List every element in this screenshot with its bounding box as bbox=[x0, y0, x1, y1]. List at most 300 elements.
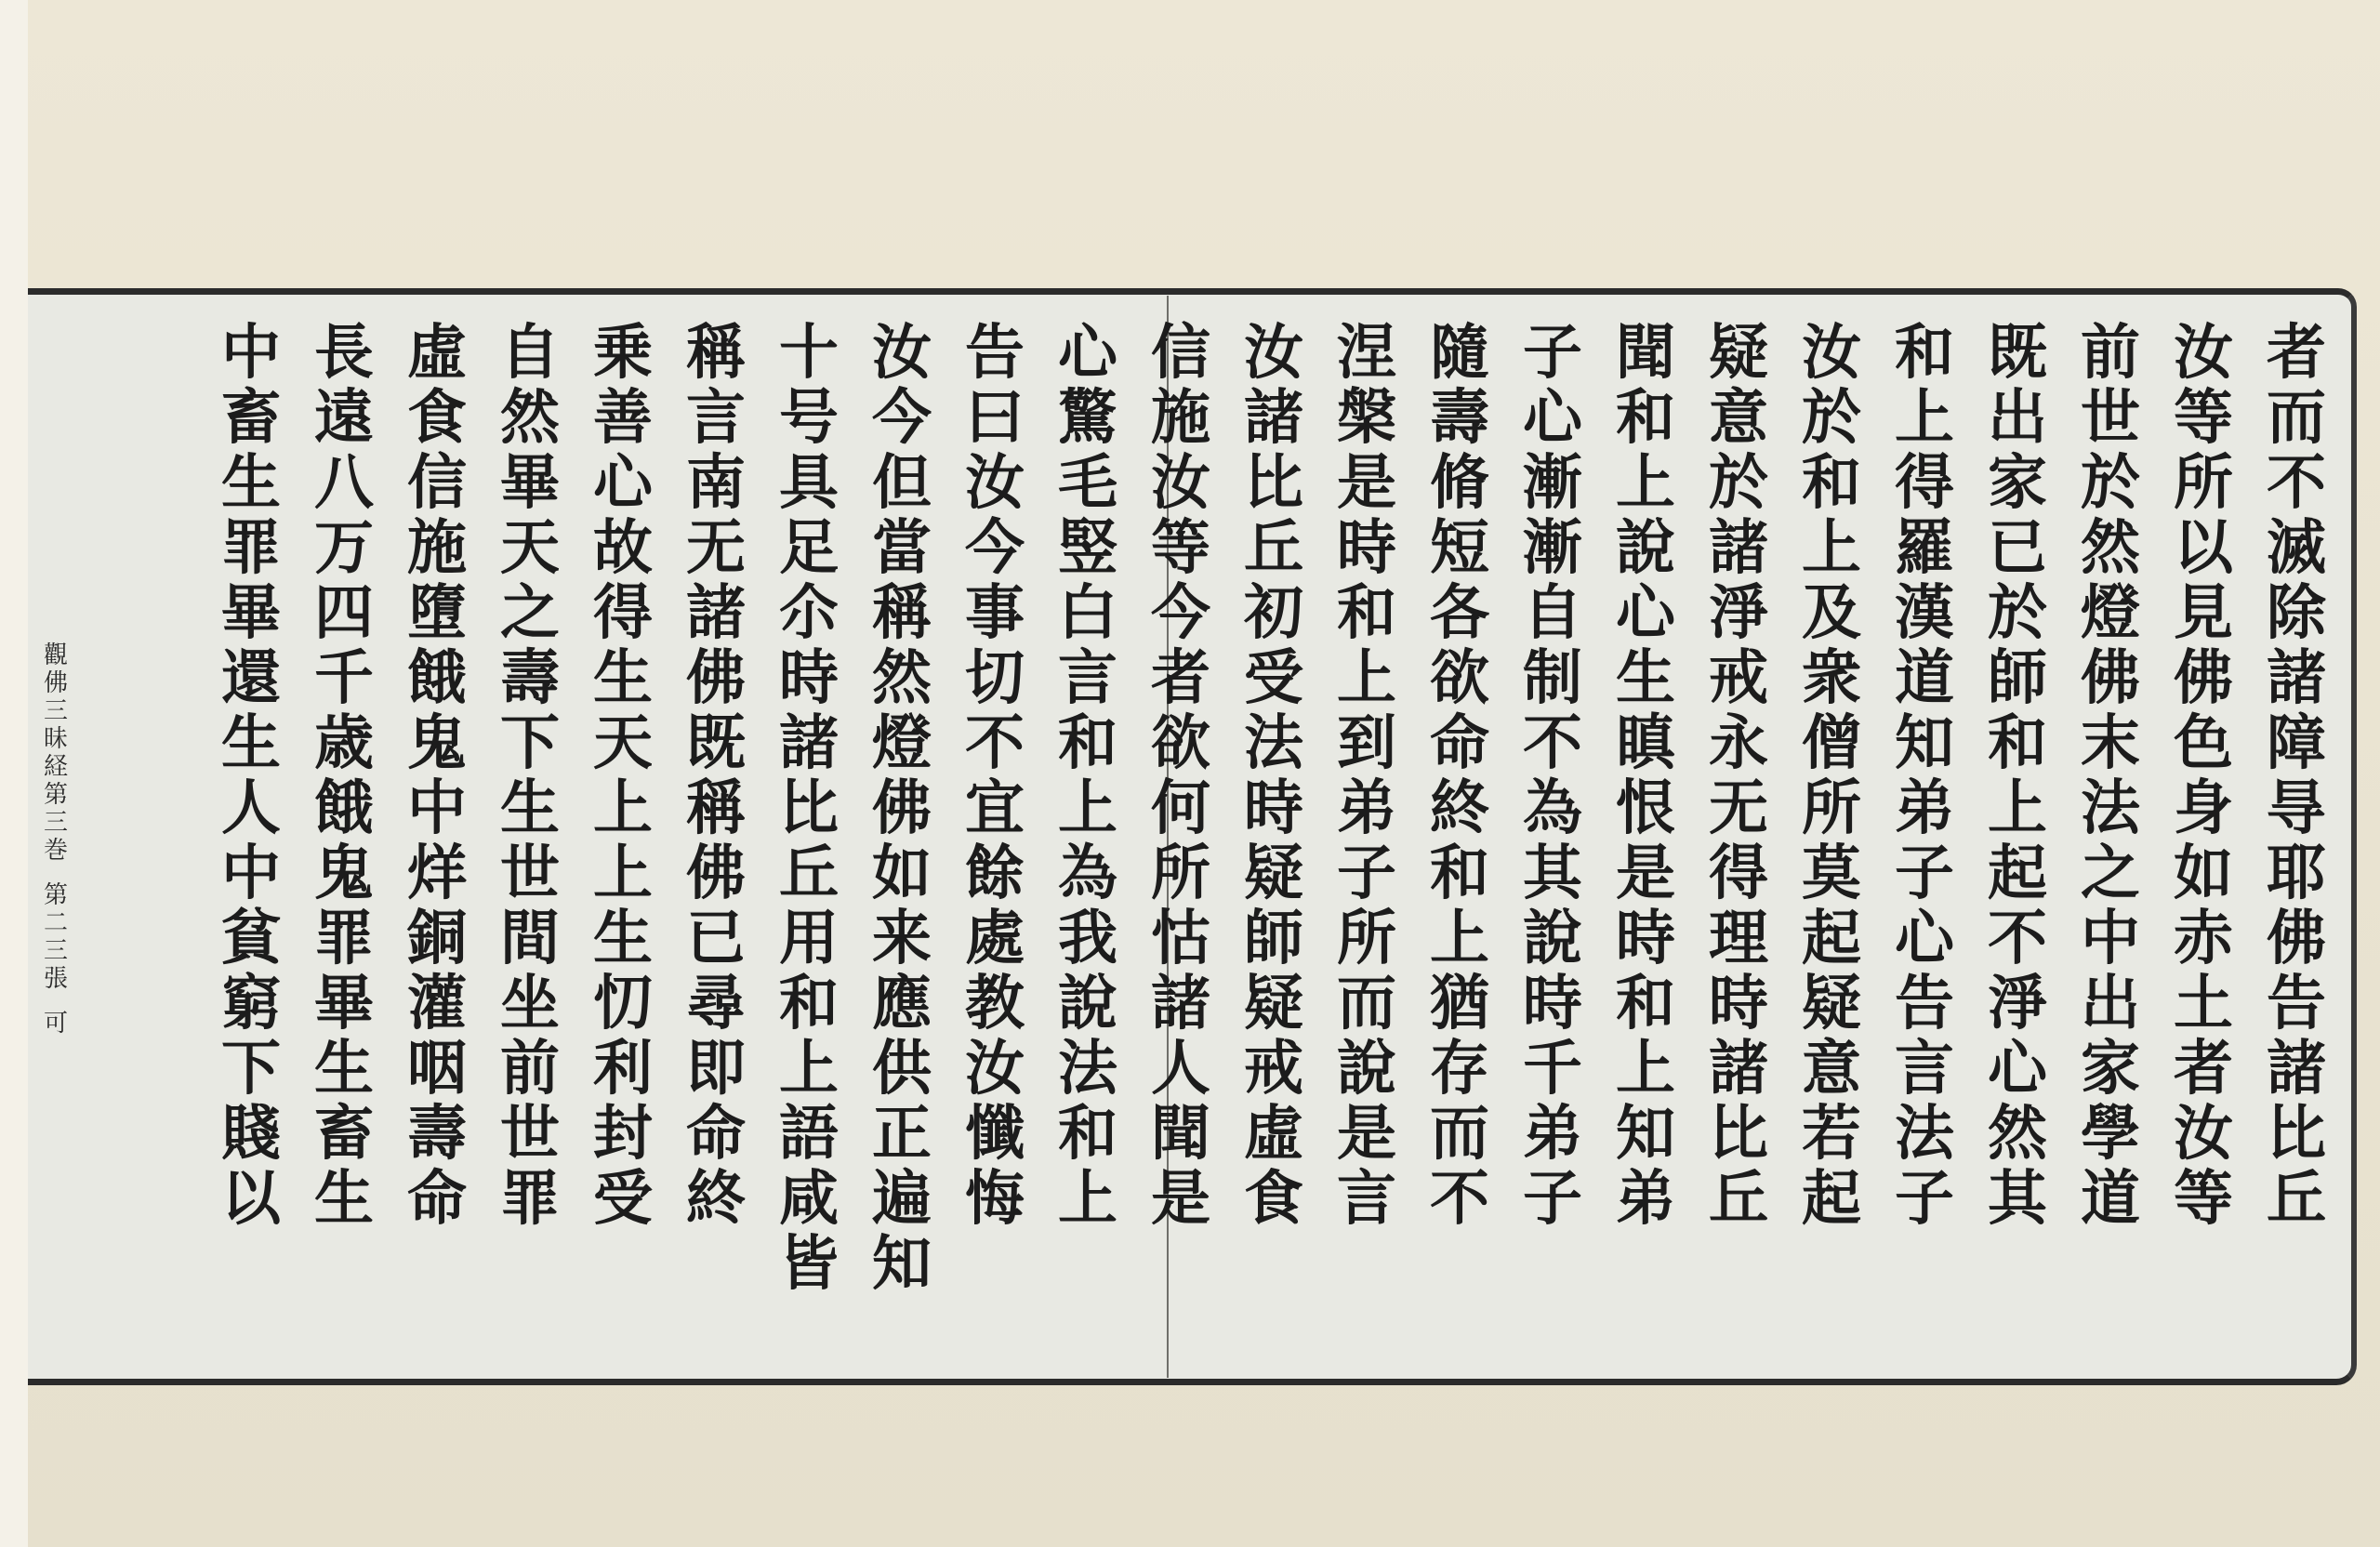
character: 知 bbox=[1895, 708, 1954, 778]
character: 汝 bbox=[1151, 448, 1210, 518]
character: 用 bbox=[779, 904, 839, 973]
character: 等 bbox=[1151, 513, 1210, 583]
character: 其 bbox=[1988, 1164, 2047, 1234]
text-column bbox=[205, 318, 298, 1234]
character: 人 bbox=[1151, 1034, 1210, 1104]
character: 是 bbox=[1337, 448, 1396, 518]
character: 施 bbox=[1151, 383, 1210, 453]
character: 時 bbox=[779, 643, 839, 713]
character: 到 bbox=[1337, 708, 1396, 778]
character: 経 bbox=[43, 753, 68, 781]
character: 諸 bbox=[686, 578, 746, 648]
character: 言 bbox=[1058, 643, 1117, 713]
character: 命 bbox=[407, 1164, 467, 1234]
character: 當 bbox=[872, 513, 932, 583]
character: 見 bbox=[2174, 578, 2233, 648]
character: 者 bbox=[2267, 318, 2326, 388]
character: 應 bbox=[872, 969, 932, 1038]
character: 汝 bbox=[1802, 318, 1861, 388]
character: 已 bbox=[686, 904, 746, 973]
text-column bbox=[1506, 318, 1599, 1234]
character: 不 bbox=[2267, 448, 2326, 518]
text-column bbox=[1134, 318, 1227, 1234]
character: 但 bbox=[872, 448, 932, 518]
character: 弟 bbox=[1523, 1099, 1582, 1169]
character: 不 bbox=[1430, 1164, 1489, 1234]
character: 既 bbox=[1988, 318, 2047, 388]
character: 為 bbox=[1058, 839, 1117, 908]
character: 和 bbox=[1430, 839, 1489, 908]
character: 畢 bbox=[500, 448, 560, 518]
character: 不 bbox=[1988, 904, 2047, 973]
character: 莫 bbox=[1802, 839, 1861, 908]
character: 生 bbox=[314, 1164, 374, 1234]
character: 終 bbox=[1430, 774, 1489, 843]
character: 畜 bbox=[314, 1099, 374, 1169]
character: 法 bbox=[1058, 1034, 1117, 1104]
character: 尒 bbox=[779, 578, 839, 648]
character: 告 bbox=[1895, 969, 1954, 1038]
character: 虛 bbox=[407, 318, 467, 388]
character: 僧 bbox=[1802, 708, 1861, 778]
character: 諸 bbox=[1244, 383, 1303, 453]
colophon-mark bbox=[44, 1010, 68, 1038]
character: 漢 bbox=[1895, 578, 1954, 648]
character: 上 bbox=[1988, 774, 2047, 843]
character: 烊 bbox=[407, 839, 467, 908]
character: 中 bbox=[221, 318, 281, 388]
text-column bbox=[2064, 318, 2157, 1234]
text-column bbox=[1692, 318, 1785, 1234]
character: 丘 bbox=[1244, 513, 1303, 583]
character: 言 bbox=[686, 383, 746, 453]
character: 得 bbox=[1709, 839, 1768, 908]
character: 而 bbox=[1337, 969, 1396, 1038]
character: 八 bbox=[314, 448, 374, 518]
character: 而 bbox=[2267, 383, 2326, 453]
character: 佛 bbox=[2267, 904, 2326, 973]
character: 和 bbox=[1802, 448, 1861, 518]
character: 疑 bbox=[1244, 839, 1303, 908]
character: 利 bbox=[593, 1034, 653, 1104]
character: 汝 bbox=[872, 318, 932, 388]
character: 餓 bbox=[314, 774, 374, 843]
character: 曰 bbox=[965, 383, 1025, 453]
character: 心 bbox=[1523, 383, 1582, 453]
character: 生 bbox=[1616, 643, 1675, 713]
character: 和 bbox=[1058, 1099, 1117, 1169]
character: 今 bbox=[965, 513, 1025, 583]
character: 心 bbox=[1616, 578, 1675, 648]
character: 遠 bbox=[314, 383, 374, 453]
character: 教 bbox=[965, 969, 1025, 1038]
character: 土 bbox=[2174, 969, 2233, 1038]
character: 諸 bbox=[779, 708, 839, 778]
character: 前 bbox=[2081, 318, 2140, 388]
character: 第 bbox=[43, 881, 68, 909]
character: 受 bbox=[1244, 643, 1303, 713]
character: 稱 bbox=[686, 774, 746, 843]
character: 然 bbox=[500, 383, 560, 453]
character: 食 bbox=[1244, 1164, 1303, 1234]
text-column bbox=[1878, 318, 1971, 1234]
character: 耶 bbox=[2267, 839, 2326, 908]
character: 罪 bbox=[314, 904, 374, 973]
character: 知 bbox=[1616, 1099, 1675, 1169]
character: 人 bbox=[221, 774, 281, 843]
character: 畜 bbox=[221, 383, 281, 453]
character: 南 bbox=[686, 448, 746, 518]
character: 中 bbox=[2081, 904, 2140, 973]
character: 知 bbox=[872, 1229, 932, 1299]
character: 淨 bbox=[1988, 969, 2047, 1038]
character: 餓 bbox=[407, 643, 467, 713]
character: 上 bbox=[779, 1034, 839, 1104]
character: 无 bbox=[686, 513, 746, 583]
character: 下 bbox=[221, 1034, 281, 1104]
character: 信 bbox=[1151, 318, 1210, 388]
character: 子 bbox=[1895, 1164, 1954, 1234]
character: 上 bbox=[1058, 1164, 1117, 1234]
character: 起 bbox=[1988, 839, 2047, 908]
character: 具 bbox=[779, 448, 839, 518]
character: 說 bbox=[1616, 513, 1675, 583]
character: 悔 bbox=[965, 1164, 1025, 1234]
character: 天 bbox=[500, 513, 560, 583]
character: 鬼 bbox=[407, 708, 467, 778]
character: 語 bbox=[779, 1099, 839, 1169]
character: 下 bbox=[500, 708, 560, 778]
character: 餘 bbox=[965, 839, 1025, 908]
character: 汝 bbox=[1244, 318, 1303, 388]
character: 切 bbox=[965, 643, 1025, 713]
character: 子 bbox=[1337, 839, 1396, 908]
character: 天 bbox=[593, 708, 653, 778]
character: 於 bbox=[2081, 448, 2140, 518]
character: 燈 bbox=[872, 708, 932, 778]
character: 觀 bbox=[43, 641, 68, 669]
character: 虛 bbox=[1244, 1099, 1303, 1169]
character: 畢 bbox=[314, 969, 374, 1038]
character: 時 bbox=[1244, 774, 1303, 843]
character: 皆 bbox=[779, 1229, 839, 1299]
character: 中 bbox=[221, 839, 281, 908]
text-column bbox=[1785, 318, 1878, 1234]
text-column bbox=[762, 318, 855, 1299]
colophon-title bbox=[44, 641, 68, 865]
character: 以 bbox=[221, 1164, 281, 1234]
character: 忉 bbox=[593, 969, 653, 1038]
character: 坐 bbox=[500, 969, 560, 1038]
character: 稱 bbox=[872, 578, 932, 648]
character: 時 bbox=[1709, 969, 1768, 1038]
character: 三 bbox=[43, 809, 68, 837]
character: 和 bbox=[1895, 318, 1954, 388]
character: 故 bbox=[593, 513, 653, 583]
character: 於 bbox=[1802, 383, 1861, 453]
character: 為 bbox=[1523, 774, 1582, 843]
character: 道 bbox=[1895, 643, 1954, 713]
character: 怙 bbox=[1151, 904, 1210, 973]
character: 三 bbox=[43, 937, 68, 965]
character: 和 bbox=[1058, 708, 1117, 778]
character: 諸 bbox=[2267, 643, 2326, 713]
character: 還 bbox=[221, 643, 281, 713]
character: 善 bbox=[593, 383, 653, 453]
character: 千 bbox=[314, 643, 374, 713]
character: 起 bbox=[1802, 904, 1861, 973]
character: 封 bbox=[593, 1099, 653, 1169]
character: 間 bbox=[500, 904, 560, 973]
character: 之 bbox=[2081, 839, 2140, 908]
character: 師 bbox=[1988, 643, 2047, 713]
character: 制 bbox=[1523, 643, 1582, 713]
character: 我 bbox=[1058, 904, 1117, 973]
character: 前 bbox=[500, 1034, 560, 1104]
character: 佛 bbox=[2081, 643, 2140, 713]
character: 汝 bbox=[965, 1034, 1025, 1104]
character: 永 bbox=[1709, 708, 1768, 778]
character: 障 bbox=[2267, 708, 2326, 778]
character: 於 bbox=[1988, 578, 2047, 648]
character: 稱 bbox=[686, 318, 746, 388]
text-column bbox=[669, 318, 762, 1234]
character: 既 bbox=[686, 708, 746, 778]
character: 施 bbox=[407, 513, 467, 583]
character: 今 bbox=[872, 383, 932, 453]
character: 所 bbox=[1151, 839, 1210, 908]
character: 出 bbox=[2081, 969, 2140, 1038]
character: 涅 bbox=[1337, 318, 1396, 388]
character: 咸 bbox=[779, 1164, 839, 1234]
character: 昧 bbox=[43, 725, 68, 753]
text-column bbox=[298, 318, 390, 1234]
character: 戒 bbox=[1244, 1034, 1303, 1104]
character: 生 bbox=[221, 448, 281, 518]
character: 上 bbox=[1895, 383, 1954, 453]
character: 身 bbox=[2174, 774, 2233, 843]
character: 比 bbox=[2267, 1099, 2326, 1169]
character: 如 bbox=[2174, 839, 2233, 908]
character: 猶 bbox=[1430, 969, 1489, 1038]
character: 汝 bbox=[965, 448, 1025, 518]
character: 三 bbox=[43, 697, 68, 725]
text-column bbox=[1320, 318, 1413, 1234]
character: 末 bbox=[2081, 708, 2140, 778]
character: 時 bbox=[1523, 969, 1582, 1038]
character: 言 bbox=[1895, 1034, 1954, 1104]
character: 墮 bbox=[407, 578, 467, 648]
character: 漸 bbox=[1523, 448, 1582, 518]
character: 弟 bbox=[1895, 774, 1954, 843]
character: 恨 bbox=[1616, 774, 1675, 843]
character: 生 bbox=[314, 1034, 374, 1104]
character: 衆 bbox=[1802, 643, 1861, 713]
text-column bbox=[948, 318, 1041, 1234]
character: 不 bbox=[1523, 708, 1582, 778]
character: 子 bbox=[1523, 1164, 1582, 1234]
character: 和 bbox=[1616, 969, 1675, 1038]
character: 滅 bbox=[2267, 513, 2326, 583]
character: 所 bbox=[1802, 774, 1861, 843]
character: 者 bbox=[1151, 643, 1210, 713]
character: 千 bbox=[1523, 1034, 1582, 1104]
character: 毛 bbox=[1058, 448, 1117, 518]
character: 今 bbox=[1151, 578, 1210, 648]
character: 驚 bbox=[1058, 383, 1117, 453]
colophon-sheet bbox=[44, 881, 68, 993]
character: 羅 bbox=[1895, 513, 1954, 583]
character: 和 bbox=[1337, 578, 1396, 648]
character: 然 bbox=[1988, 1099, 2047, 1169]
character: 時 bbox=[1616, 904, 1675, 973]
character: 弟 bbox=[1616, 1164, 1675, 1234]
character: 之 bbox=[500, 578, 560, 648]
character: 淨 bbox=[1709, 578, 1768, 648]
character: 聞 bbox=[1151, 1099, 1210, 1169]
character: 罪 bbox=[221, 513, 281, 583]
character: 得 bbox=[1895, 448, 1954, 518]
character: 銅 bbox=[407, 904, 467, 973]
character: 四 bbox=[314, 578, 374, 648]
character: 佛 bbox=[43, 669, 68, 697]
character: 意 bbox=[1802, 1034, 1861, 1104]
text-column bbox=[2250, 318, 2343, 1234]
character: 長 bbox=[314, 318, 374, 388]
character: 佛 bbox=[2174, 643, 2233, 713]
character: 於 bbox=[1709, 448, 1768, 518]
character: 所 bbox=[2174, 448, 2233, 518]
character: 上 bbox=[1616, 1034, 1675, 1104]
character: 理 bbox=[1709, 904, 1768, 973]
character: 无 bbox=[1709, 774, 1768, 843]
character: 等 bbox=[2174, 383, 2233, 453]
character: 赤 bbox=[2174, 904, 2233, 973]
character: 和 bbox=[779, 969, 839, 1038]
character: 所 bbox=[1337, 904, 1396, 973]
character: 處 bbox=[965, 904, 1025, 973]
character: 意 bbox=[1709, 383, 1768, 453]
character: 生 bbox=[593, 643, 653, 713]
character: 丘 bbox=[1709, 1164, 1768, 1234]
character: 心 bbox=[1895, 904, 1954, 973]
text-column bbox=[1041, 318, 1134, 1234]
character: 各 bbox=[1430, 578, 1489, 648]
character: 疑 bbox=[1709, 318, 1768, 388]
character: 佛 bbox=[686, 643, 746, 713]
character: 欲 bbox=[1151, 708, 1210, 778]
character: 上 bbox=[1337, 643, 1396, 713]
character: 第 bbox=[43, 781, 68, 809]
character: 事 bbox=[965, 578, 1025, 648]
character: 心 bbox=[1988, 1034, 2047, 1104]
character: 起 bbox=[1802, 1164, 1861, 1234]
character: 法 bbox=[1244, 708, 1303, 778]
character: 二 bbox=[43, 909, 68, 937]
character: 汝 bbox=[2174, 318, 2233, 388]
character: 學 bbox=[2081, 1099, 2140, 1169]
character: 諸 bbox=[2267, 1034, 2326, 1104]
character: 短 bbox=[1430, 513, 1489, 583]
character: 道 bbox=[2081, 1164, 2140, 1234]
character: 遍 bbox=[872, 1164, 932, 1234]
character: 師 bbox=[1244, 904, 1303, 973]
character: 丘 bbox=[779, 839, 839, 908]
character: 自 bbox=[500, 318, 560, 388]
character: 中 bbox=[407, 774, 467, 843]
character: 㝵 bbox=[2267, 774, 2326, 843]
character: 疑 bbox=[1244, 969, 1303, 1038]
text-column bbox=[1599, 318, 1692, 1234]
character: 諸 bbox=[1709, 1034, 1768, 1104]
character: 壽 bbox=[500, 643, 560, 713]
character: 上 bbox=[1802, 513, 1861, 583]
character: 万 bbox=[314, 513, 374, 583]
character: 是 bbox=[1151, 1164, 1210, 1234]
character: 告 bbox=[965, 318, 1025, 388]
character: 尋 bbox=[686, 969, 746, 1038]
character: 脩 bbox=[1430, 448, 1489, 518]
character: 鬼 bbox=[314, 839, 374, 908]
character: 壽 bbox=[407, 1099, 467, 1169]
character: 生 bbox=[593, 904, 653, 973]
text-column bbox=[576, 318, 669, 1234]
character: 說 bbox=[1523, 904, 1582, 973]
character: 十 bbox=[779, 318, 839, 388]
character: 白 bbox=[1058, 578, 1117, 648]
character: 瞋 bbox=[1616, 708, 1675, 778]
character: 乗 bbox=[593, 318, 653, 388]
character: 窮 bbox=[221, 969, 281, 1038]
character: 色 bbox=[2174, 708, 2233, 778]
character: 命 bbox=[686, 1099, 746, 1169]
character: 子 bbox=[1895, 839, 1954, 908]
character: 灌 bbox=[407, 969, 467, 1038]
character: 存 bbox=[1430, 1034, 1489, 1104]
character: 世 bbox=[2081, 383, 2140, 453]
character: 若 bbox=[1802, 1099, 1861, 1169]
character: 等 bbox=[2174, 1164, 2233, 1234]
binding-margin bbox=[0, 0, 28, 1547]
character: 隨 bbox=[1430, 318, 1489, 388]
character: 上 bbox=[1616, 448, 1675, 518]
character: 来 bbox=[872, 904, 932, 973]
text-column bbox=[483, 318, 576, 1234]
character: 佛 bbox=[686, 839, 746, 908]
character: 罪 bbox=[500, 1164, 560, 1234]
text-column bbox=[855, 318, 948, 1299]
character: 然 bbox=[872, 643, 932, 713]
character: 然 bbox=[2081, 513, 2140, 583]
character: 命 bbox=[1430, 708, 1489, 778]
character: 貧 bbox=[221, 904, 281, 973]
character: 及 bbox=[1802, 578, 1861, 648]
text-column bbox=[2157, 318, 2250, 1234]
character: 信 bbox=[407, 448, 467, 518]
character: 汝 bbox=[2174, 1099, 2233, 1169]
character: 比 bbox=[1709, 1099, 1768, 1169]
character: 上 bbox=[593, 839, 653, 908]
text-column bbox=[1227, 318, 1320, 1234]
character: 欲 bbox=[1430, 643, 1489, 713]
text-column bbox=[1413, 318, 1506, 1234]
character: 号 bbox=[779, 383, 839, 453]
character: 生 bbox=[221, 708, 281, 778]
character: 而 bbox=[1430, 1099, 1489, 1169]
character: 法 bbox=[1895, 1099, 1954, 1169]
character: 上 bbox=[1430, 904, 1489, 973]
character: 以 bbox=[2174, 513, 2233, 583]
